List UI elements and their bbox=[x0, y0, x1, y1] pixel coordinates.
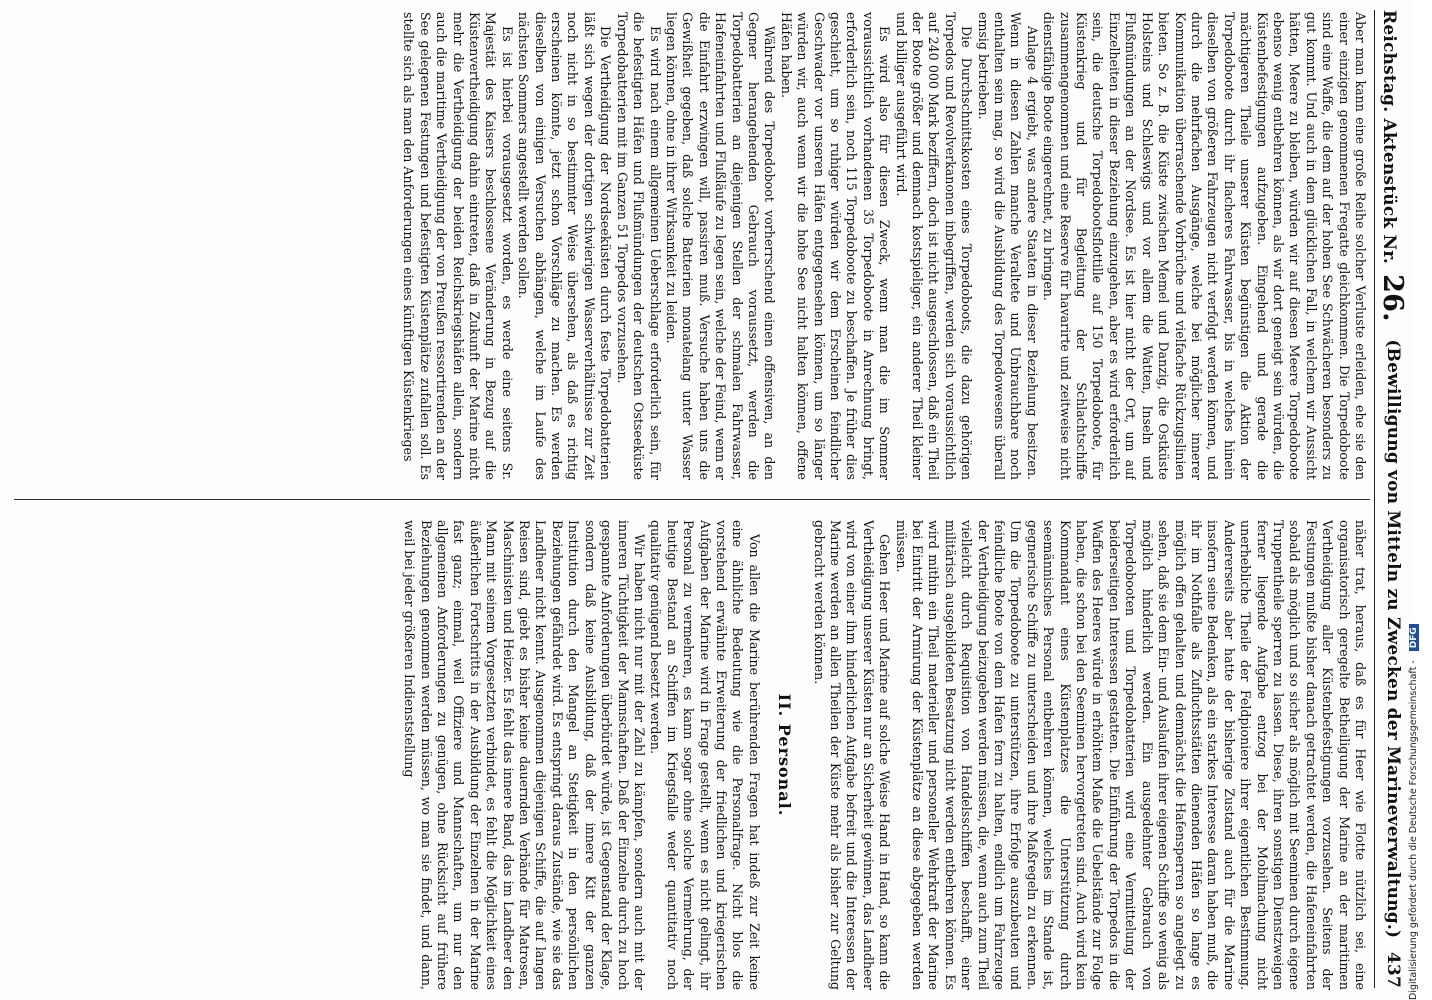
paragraph: Es wird also für diesen Zweck, wenn man die im Sommer voraussichtlich vorhandenen 35 Torpedoboote in Anrechnung bringt, erforderlich sein, noch 115 Torpedoboote zu beschaffen. Je früher dies geschieht, um so ruhiger würden wir dem Erscheinen feindlicher Geschwader vor unseren Häfen entgegensehen können, um so länger würden wir, auch wenn wir die hohe See nicht halten können, offene Häfen haben. bbox=[778, 12, 893, 480]
paragraph: näher trat, heraus, daß es für Heer wie Flotte nützlich sei, eine organisatorisch geregelte Betheiligung der Marine an der maritimen Vertheidigung aller Küstenbefestigungen vorzusehen. Seitens der Festungen mußte bisher danach getrachtet werden, die Hafeneinfahrten sobald als möglich und so sicher als möglich mit Seeminen durch eigene Truppentheile sperren zu lassen. Diese, ihren sonstigen Dienstzweigen ferner liegende Aufgabe entzog bei der Mobilmachung nicht unerhebliche Theile der Feldpioniere ihrer eigentlichen Bestimmung. Andererseits aber hatte der bisherige Zustand auch für die Marine insofern seine Bedenken, als ein starkes Interesse daran haben muß, die ihr im Nothfalle als Zufluchtsstätten dienenden Häfen so lange es möglich offen gehalten und demnächst die Hafensperren so angelegt zu sehen, daß sie dem Ein- und Auslaufen ihrer eigenen Schiffe so wenig als möglich hinderlich werden. Ein ausgedehnter Gebrauch von Torpedobooten und Torpedobatterien wird eine Vermittelung der beiderseitigen Interessen gestatten. Die Einführung der Torpedos in die Waffen des Heeres würde in erhöhtem Maße die Uebelstände zur Folge haben, die schon bei den Seeminen hervorgetreten sind. Auch wird kein Kommandant eines Küstenplatzes die Unterstützung durch seemännisches Personal entbehren können, welches im Stande ist, gegnerische Schiffe zu unterscheiden und ihre Maßregeln zu erkennen. Um die Torpedoboote zu unterstützen, ihre Erfolge auszubeuten und feindliche Boote von dem Hafen fern zu halten, endlich um Fahrzeuge der Vertheidigung beizugeben werden müssen, die, wenn auch zum Theil vielleicht durch Requisition von Handelsschiffen beschafft, einer militärisch ausgebildeten Besatzung nicht werden entbehren können. Es wird mithin ein Theil materieller und personeller Wehrkraft der Marine bei Eintritt der Armirung der Küstenplätze an diese abgegeben werden müssen. bbox=[893, 520, 1368, 990]
paragraph: Es wird nach einem allgemeinen Ueberschlage erforderlich sein, für die befestigten Häfen und Flußmündungen der deutschen Ostseeküste Torpedobatterien mit im Ganzen 51 Torpedos vorzusehen. bbox=[614, 12, 663, 480]
paragraph: Während des Torpedoboot vorherrschend einen offensiven, an den Gegner herangehenden Gebrauch voraussetzt, werden die Torpedobatterien an diejenigen Stellen der schmalen Fahrwasser, Hafeneinfahrten und Flußläufe zu legen sein, welche der Feind, wenn er die Einfahrt erzwingen will, passiren muß. Versuche haben uns die Gewißheit gegeben, daß solche Batterien monatelang unter Wasser liegen können, ohne in ihrer Wirksamkeit zu leiden. bbox=[663, 12, 778, 480]
dfg-notice-text bbox=[1408, 624, 1419, 1000]
header-title: Reichstag. Aktenstück Nr. bbox=[1379, 10, 1400, 264]
paragraph: Von allen die Marine berührenden Fragen hat indeß zur Zeit keine eine ähnliche Bedeutung wie die Personalfrage. Nicht blos die vorstehend erwähnte Erweiterung der friedlichen und kriegerischen Aufgaben der Marine wird in Frage gestellt, wenn es nicht gelingt, ihr Personal zu vermehren, es kann sogar ohne solche Vermehrung, der heutige Bestand an Schiffen im Kriegsfalle weder quantitativ noch qualitativ genügend besetzt werden. bbox=[648, 520, 762, 990]
paragraph: Wir haben nicht nur mit der Zahl zu kämpfen, sondern auch mit der inneren Tüchtigkeit der Mannschaften. Daß der Einzelne durch zu hoch gespannte Anforderungen überbürdet würde, ist Gegenstand der Klage, sondern daß keine Ausbildung, daß der innere Kitt der ganzen Institution durch den Mangel an Stetigkeit in den persönlichen Beziehungen gefährdet wird. Es entspringt daraus Zustände, wie sie das Landheer nicht kennt. Ausgenommen diejenigen Schiffe, die auf langen Reisen sind, giebt es bisher keine dauernden Verbände für Matrosen, Maschinisten und Heizer. Es fehlt das innere Band, das im Landheer den Mann mit seinem Vorgesetzten verbindet, es fehlt die Möglichkeit eines äußerlichen Fortschritts in der Ausbildung der Einzelnen in der Marine fast ganz; einmal, weil Offiziere und Mannschaften, um nur den allgemeinen Anforderungen zu genügen, ohne Rücksicht auf frühere Beziehungen genommen werden müssen, wo man sie findet, und dann, weil bei jeder größeren Indienststellung bbox=[402, 520, 647, 990]
header-subject: (Bewilligung von Mitteln zu Zwecken der Marineverwaltung.) bbox=[1383, 339, 1403, 939]
document-number: 26. bbox=[1377, 274, 1409, 322]
header-left bbox=[1378, 10, 1409, 326]
right-column bbox=[12, 520, 1368, 990]
paragraph: Anlage 4 ergiebt, was andere Staaten in dieser Beziehung besitzen. Wenn in diesen Zahlen manche Veraltete und Unbrauchbare noch enthalten sein mag, so wird die Ausbildung des Torpedowesens überall emsig betrieben. bbox=[975, 12, 1040, 480]
paragraph: Die Vertheidigung der Nordseeküsten durch feste Torpedobatterien läßt sich wegen der dortigen schwierigen Wasserverhältnisse zur Zeit noch nicht in so bestimmter Weise übersehen, als daß es richtig erscheinen könnte, jetzt schon Vorschläge zu machen. Es werden dieselben von einigen Versuchen abhängen, welche im Laufe des nächsten Sommers angestellt werden sollen. bbox=[516, 12, 614, 480]
dfg-text: Digitalisierung gefördert durch die Deutsche Forschungsgemeinschaft - bbox=[1408, 660, 1419, 1000]
paragraph: Die Durchschnittskosten eines Torpedoboots, die dazu gehörigen Torpedos und Revolverkanonen inbegriffen, werden sich voraussichtlich auf 240 000 Mark beziffern, doch ist nicht ausgeschlossen, daß ein Theil der Boote größer und demnach kostspieliger, ein anderer Theil kleiner und billiger ausgeführt wird. bbox=[893, 12, 975, 480]
header-rule bbox=[1374, 10, 1375, 988]
page-header bbox=[1378, 10, 1408, 988]
dfg-notice bbox=[1408, 10, 1428, 1000]
column-divider bbox=[14, 499, 1370, 500]
paragraph: Gehen Heer und Marine auf solche Weise Hand in Hand, so kann die Vertheidigung unserer Küsten nur an Sicherheit gewinnen, das Landheer wird von einer ihm hinderlichen Aufgabe befreit und die Interessen der Marine werden an allen Theilen der Küste mehr als bisher zur Geltung gebracht werden können. bbox=[811, 520, 893, 990]
dfg-logo: DFG bbox=[1409, 624, 1419, 651]
paragraph: Aber man kann eine große Reihe solcher Verluste erleiden, ehe sie den einer einzigen genommenen Fregatte gleichkommen. Die Torpedoboote sind eine Waffe, die dem auf der hohen See Schwächeren besonders zu gut kommt. Und auch in dem glücklichen Fall, in welchem wir Aussicht hätten, Meere zu bleiben, würden wir auf diesen Meere Torpedoboote ebenso wenig entbehren können, als wir dort geneigt sein würden, die Küstenbefestigungen aufzugeben. Eingehend und gerade die mächtigeren Theile unserer Küsten begünstigen die Aktion der Torpedoboote durch ihr flacheres Fahrwasser, bis in welches hinein dieselben von größeren Fahrzeugen nicht verfolgt werden können, und durch die mehrfachen Ausgänge, welche bei möglicher innerer Kommunikation überraschende Vorbrüche und vielfache Rückzugslinien bieten. So z. B. die Küste zwischen Memel und Danzig, die Ostküste Holsteins und Schleswigs und vor allem die Watten, Inseln und Flußmündungen an der Nordsee. Es ist hier nicht der Ort, um auf Einzelheiten in dieser Beziehung einzugehen, aber es wird erforderlich sein, die deutsche Torpedobootsflottille auf 150 Torpedoboote, für Küstenkrieg und für Begleitung der Schlachtschiffe zusammengenommen und eine Reserve für havarirte und zeitweise nicht dienstfähige Boote eingerechnet, zu bringen. bbox=[1041, 12, 1368, 480]
page-number: 437 bbox=[1383, 951, 1403, 988]
paragraph: Es ist hierbei vorausgesetzt worden, es werde eine seitens Sr. Majestät des Kaisers beschlossene Veränderung in Bezug auf die Küstenvertheidigung dahin eintreten, daß in Zukunft der Marine nicht mehr die Vertheidigung der beiden Reichskriegshäfen allein, sondern auch die maritime Vertheidigung der von Preußen ressortirenden an der See gelegenen Festungen und befestigten Küstenplätze zufallen soll. Es stellte sich als man den Anforderungen eines künftigen Küstenkrieges bbox=[401, 12, 515, 480]
section-heading: II. Personal. bbox=[775, 693, 795, 817]
left-column bbox=[12, 12, 1368, 480]
